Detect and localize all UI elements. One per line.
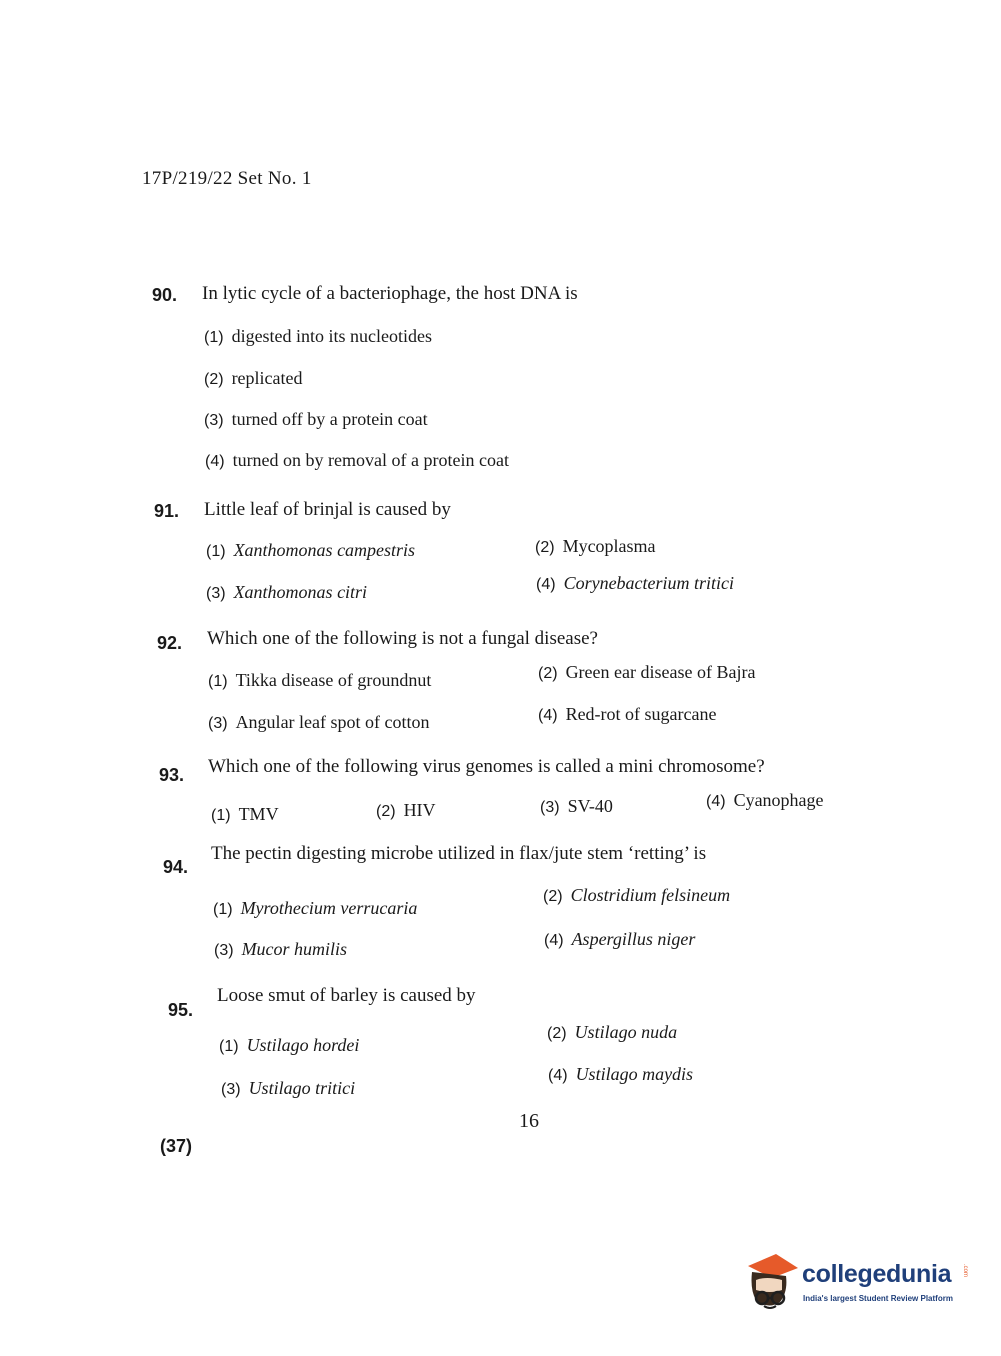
collegedunia-logo[interactable] bbox=[742, 1250, 974, 1312]
option-number: (2) bbox=[376, 803, 396, 820]
option-1 bbox=[208, 670, 431, 691]
option-3 bbox=[540, 796, 613, 817]
option-number: (3) bbox=[214, 942, 234, 959]
option-text: HIV bbox=[403, 800, 436, 820]
option-number: (3) bbox=[540, 799, 560, 816]
option-number: (4) bbox=[548, 1067, 568, 1084]
option-1 bbox=[213, 898, 417, 919]
option-1 bbox=[206, 540, 415, 561]
option-text: TMV bbox=[238, 804, 279, 824]
option-4 bbox=[548, 1064, 693, 1085]
option-text: Myrothecium verrucaria bbox=[240, 898, 418, 918]
option-text: Ustilago hordei bbox=[246, 1035, 360, 1055]
option-number: (1) bbox=[204, 329, 224, 346]
option-text: digested into its nucleotides bbox=[231, 326, 433, 346]
logo-tagline: India's largest Student Review Platform bbox=[803, 1294, 953, 1303]
option-number: (1) bbox=[206, 543, 226, 560]
option-number: (4) bbox=[706, 793, 726, 810]
logo-wordmark: collegedunia bbox=[802, 1260, 952, 1288]
option-text: Cyanophage bbox=[733, 790, 824, 810]
question-text: Loose smut of barley is caused by bbox=[217, 985, 476, 1006]
option-text: Mucor humilis bbox=[241, 939, 348, 959]
option-number: (2) bbox=[547, 1025, 567, 1042]
option-2 bbox=[376, 800, 436, 821]
option-number: (2) bbox=[204, 371, 224, 388]
option-1 bbox=[204, 326, 432, 347]
option-2 bbox=[538, 662, 755, 683]
option-text: Xanthomonas citri bbox=[233, 582, 368, 602]
option-text: turned off by a protein coat bbox=[231, 409, 428, 429]
question-text: In lytic cycle of a bacteriophage, the host DNA is bbox=[202, 283, 578, 304]
option-number: (3) bbox=[221, 1081, 241, 1098]
option-3 bbox=[206, 582, 367, 603]
option-text: Green ear disease of Bajra bbox=[565, 662, 756, 682]
question-text: Which one of the following virus genomes is called a mini chromosome? bbox=[208, 756, 765, 777]
option-text: Aspergillus niger bbox=[571, 929, 696, 949]
option-text: Mycoplasma bbox=[562, 536, 656, 556]
option-text: Ustilago tritici bbox=[248, 1078, 356, 1098]
page-number: 16 bbox=[519, 1110, 539, 1132]
logo-domain: .com bbox=[962, 1264, 968, 1278]
option-3 bbox=[208, 712, 430, 733]
option-2 bbox=[535, 536, 656, 557]
exam-set-code: 17P/219/22 Set No. 1 bbox=[142, 168, 312, 189]
option-text: turned on by removal of a protein coat bbox=[232, 450, 509, 470]
option-text: Ustilago nuda bbox=[574, 1022, 678, 1042]
option-text: Xanthomonas campestris bbox=[233, 540, 416, 560]
option-4 bbox=[538, 704, 717, 725]
option-3 bbox=[221, 1078, 355, 1099]
question-number: 90. bbox=[152, 285, 178, 305]
option-4 bbox=[205, 450, 509, 471]
option-4 bbox=[544, 929, 695, 950]
question-text: The pectin digesting microbe utilized in flax/jute stem ‘retting’ is bbox=[211, 843, 707, 864]
question-text: Which one of the following is not a fungal disease? bbox=[207, 628, 598, 649]
option-text: Corynebacterium tritici bbox=[563, 573, 735, 593]
option-2 bbox=[204, 368, 303, 389]
option-1 bbox=[219, 1035, 359, 1056]
option-text: Red-rot of sugarcane bbox=[565, 704, 717, 724]
option-text: SV-40 bbox=[567, 796, 613, 816]
option-4 bbox=[536, 573, 734, 594]
option-number: (2) bbox=[535, 539, 555, 556]
option-2 bbox=[543, 885, 730, 906]
option-number: (3) bbox=[204, 412, 224, 429]
option-3 bbox=[214, 939, 347, 960]
option-number: (4) bbox=[544, 932, 564, 949]
option-text: Clostridium felsineum bbox=[570, 885, 731, 905]
booklet-code: (37) bbox=[160, 1136, 193, 1156]
option-1 bbox=[211, 804, 279, 825]
mascot-icon bbox=[742, 1250, 798, 1312]
option-number: (4) bbox=[205, 453, 225, 470]
question-text: Little leaf of brinjal is caused by bbox=[204, 499, 451, 520]
question-number: 92. bbox=[157, 633, 183, 653]
option-2 bbox=[547, 1022, 677, 1043]
question-number: 91. bbox=[154, 501, 180, 521]
option-number: (1) bbox=[213, 901, 233, 918]
option-number: (2) bbox=[543, 888, 563, 905]
option-number: (1) bbox=[219, 1038, 239, 1055]
option-text: Tikka disease of groundnut bbox=[235, 670, 432, 690]
option-text: Angular leaf spot of cotton bbox=[235, 712, 430, 732]
option-number: (3) bbox=[206, 585, 226, 602]
question-number: 94. bbox=[163, 857, 189, 877]
option-number: (4) bbox=[538, 707, 558, 724]
question-number: 93. bbox=[159, 765, 185, 785]
option-number: (1) bbox=[211, 807, 231, 824]
option-number: (3) bbox=[208, 715, 228, 732]
question-number: 95. bbox=[168, 1000, 194, 1020]
option-4 bbox=[706, 790, 824, 811]
option-text: Ustilago maydis bbox=[575, 1064, 694, 1084]
option-number: (2) bbox=[538, 665, 558, 682]
option-text: replicated bbox=[231, 368, 303, 388]
option-number: (4) bbox=[536, 576, 556, 593]
option-number: (1) bbox=[208, 673, 228, 690]
option-3 bbox=[204, 409, 428, 430]
